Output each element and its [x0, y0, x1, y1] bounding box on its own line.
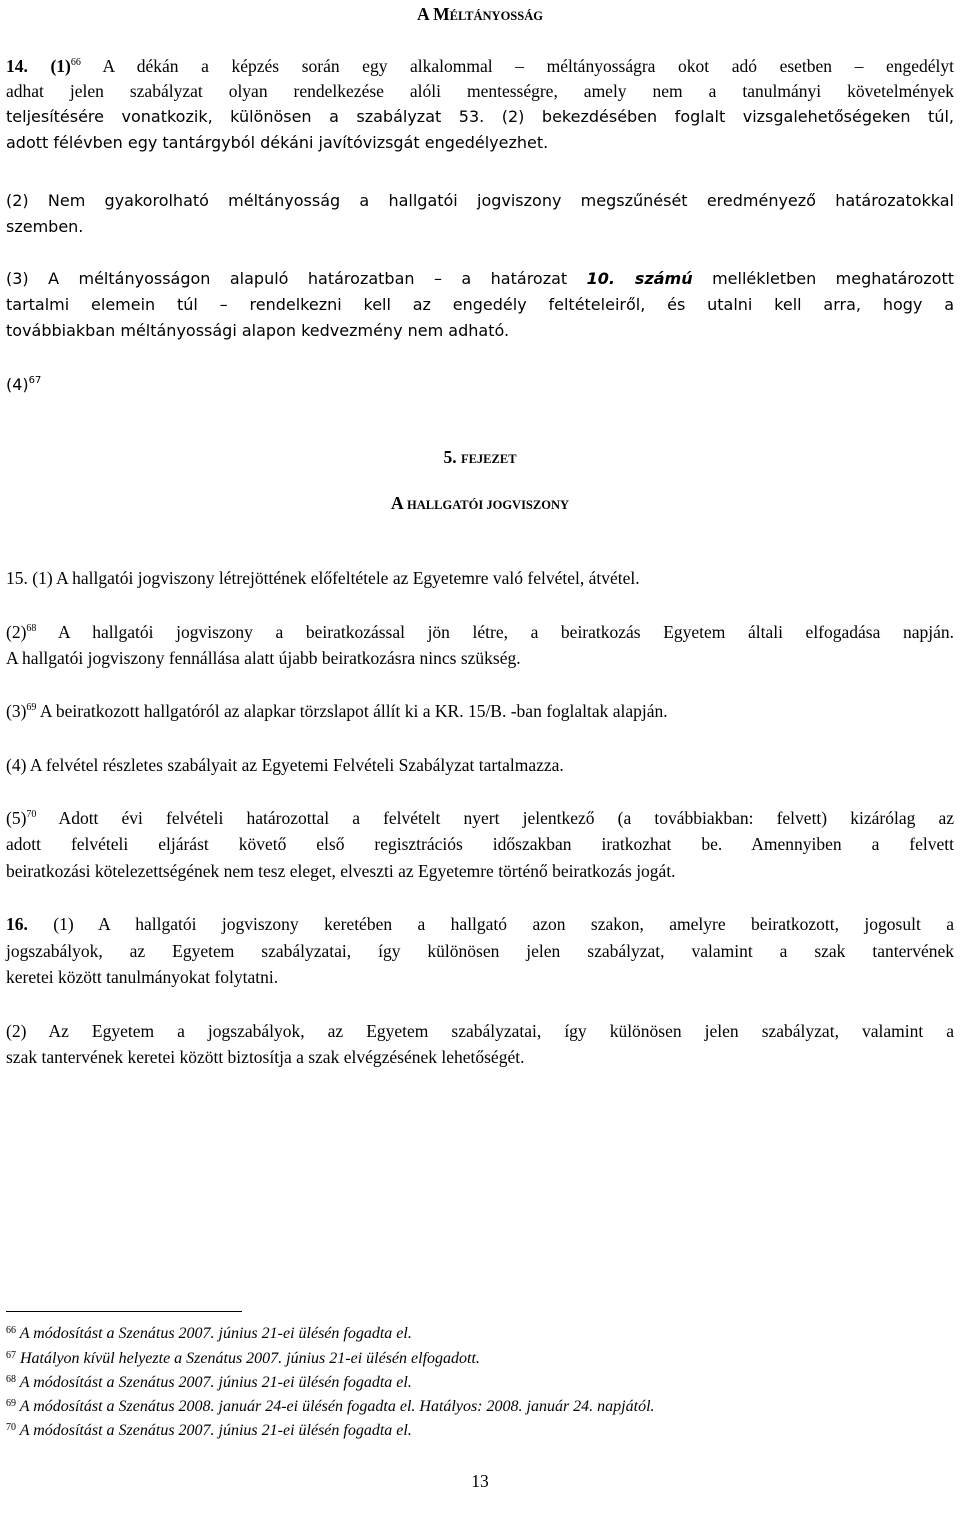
- chapter-number: [0, 446, 960, 470]
- s14-p3-line3: továbbiakban méltányossági alapon kedvezmény nem adható.: [6, 321, 510, 340]
- s16-p1-line1: [6, 913, 954, 935]
- paragraph-label: (4): [6, 375, 29, 394]
- s16-p1-line3: keretei között tanulmányokat folytatni.: [6, 967, 279, 987]
- s14-p3-line1: [6, 268, 954, 290]
- s15-p3: [6, 700, 668, 722]
- text-span: (1) A hallgatói jogviszony keretében a hallgató azon szakon, amelyre beiratkozott, jogosult a: [27, 914, 954, 934]
- section-number: 14. (1): [6, 56, 71, 76]
- footnote-66: [6, 1324, 412, 1344]
- paragraph-label: (2): [6, 622, 27, 642]
- header-title-initial: A M: [417, 4, 450, 24]
- section-number: 16.: [6, 914, 28, 934]
- s16-p2-line1: (2) Az Egyetem a jogszabályok, az Egyetem szabályzatai, így különösen jelen szabályzat, valamint a: [6, 1021, 954, 1041]
- s16-p2-line2: szak tantervének keretei között biztosítja a szak elvégzésének lehetőségét.: [6, 1047, 525, 1067]
- chapter-number-digit: 5.: [443, 447, 461, 467]
- footnote-text: A módosítást a Szenátus 2007. június 21-ei ülésén fogadta el.: [16, 1422, 412, 1439]
- footnote-number: 68: [6, 1374, 16, 1385]
- footnote-69: [6, 1397, 655, 1417]
- footnote-70: [6, 1421, 412, 1441]
- footnote-number: 70: [6, 1422, 16, 1433]
- s15-p5-line3: beiratkozási kötelezettségének nem tesz eleget, elveszti az Egyetemre történő beiratkozás jogát.: [6, 861, 676, 881]
- s14-p1-line3: teljesítésére vonatkozik, különösen a szabályzat 53. (2) bekezdésében foglalt vizsgalehetőségeken túl,: [6, 107, 954, 126]
- footnote-68: [6, 1373, 412, 1393]
- footnote-ref[interactable]: 69: [26, 702, 37, 713]
- s15-p5-line1: [6, 807, 954, 829]
- footnote-number: 67: [6, 1350, 16, 1361]
- emphasis-span: 10. számú: [586, 269, 693, 288]
- footnote-text: A módosítást a Szenátus 2007. június 21-ei ülésén fogadta el.: [16, 1374, 412, 1391]
- s14-p3-line2: tartalmi elemein túl – rendelkezni kell az engedély feltételeiről, és utalni kell arra, hogy a: [6, 295, 954, 314]
- s15-p5-line2: adott felvételi eljárást követő első regisztrációs időszakban iratkozhat be. Amennyiben a felvett: [6, 834, 954, 854]
- s14-p1-line2: adhat jelen szabályzat olyan rendelkezése alóli mentességre, amely nem a tanulmányi követelmények: [6, 81, 954, 101]
- text-span: mellékletben meghatározott: [692, 269, 955, 288]
- footnote-ref[interactable]: 67: [28, 375, 42, 386]
- s14-p2-line2: szemben.: [6, 217, 84, 236]
- paragraph-label: (5): [6, 808, 27, 828]
- paragraph-label: (3): [6, 701, 27, 721]
- footnote-text: A módosítást a Szenátus 2008. január 24-ei ülésén fogadta el. Hatályos: 2008. január 24. napjától.: [16, 1398, 655, 1415]
- s14-p1-line1: [6, 55, 954, 77]
- text-span: A dékán a képzés során egy alkalommal – méltányosságra okot adó esetben – engedélyt: [80, 56, 955, 76]
- page-number: 13: [471, 1471, 489, 1491]
- s15-p2-line1: [6, 621, 954, 643]
- footnote-ref[interactable]: 66: [70, 57, 81, 68]
- footnote-67: [6, 1349, 480, 1369]
- footnote-ref[interactable]: 70: [26, 809, 37, 820]
- s16-p1-line2: jogszabályok, az Egyetem szabályzatai, így különösen jelen szabályzat, valamint a szak tantervének: [6, 941, 954, 961]
- footnote-number: 69: [6, 1398, 16, 1409]
- text-span: A hallgatói jogviszony a beiratkozással jön létre, a beiratkozás Egyetem általi elfogadása napján.: [36, 622, 954, 642]
- text-span: A beiratkozott hallgatóról az alapkar törzslapot állít ki a KR. 15/B. -ban foglaltak alapján.: [36, 701, 668, 721]
- text-span: Adott évi felvételi határozottal a felvételt nyert jelentkező (a továbbiakban: felvett) kizárólag az: [36, 808, 954, 828]
- s14-p1-line4: adott félévben egy tantárgyból dékáni javítóvizsgát engedélyezhet.: [6, 133, 549, 152]
- text-span: (3) A méltányosságon alapuló határozatban – a határozat: [6, 269, 587, 288]
- s15-p4: (4) A felvétel részletes szabályait az Egyetemi Felvételi Szabályzat tartalmazza.: [6, 755, 564, 775]
- footnote-separator: [6, 1311, 242, 1312]
- chapter-title: [0, 492, 960, 516]
- s14-p4: [6, 374, 41, 396]
- footnote-text: Hatályon kívül helyezte a Szenátus 2007. június 21-ei ülésén elfogadott.: [16, 1350, 480, 1367]
- footnote-ref[interactable]: 68: [26, 623, 37, 634]
- footnote-text: A módosítást a Szenátus 2007. június 21-ei ülésén fogadta el.: [16, 1325, 412, 1342]
- header-title-rest: ÉLTÁNYOSSÁG: [449, 9, 543, 23]
- chapter-title-rest: HALLGATÓI JOGVISZONY: [407, 498, 569, 512]
- s14-p2-line1: (2) Nem gyakorolható méltányosság a hallgatói jogviszony megszűnését eredményező határozatokkal: [6, 191, 954, 210]
- s15-p2-line2: A hallgatói jogviszony fennállása alatt újabb beiratkozásra nincs szükség.: [6, 648, 521, 668]
- s15-p1: 15. (1) A hallgatói jogviszony létrejöttének előfeltétele az Egyetemre való felvétel, átvétel.: [6, 568, 640, 588]
- footnote-number: 66: [6, 1325, 16, 1336]
- chapter-title-initial: A: [390, 493, 408, 513]
- page-header: [0, 3, 960, 27]
- chapter-number-word: FEJEZET: [460, 452, 517, 466]
